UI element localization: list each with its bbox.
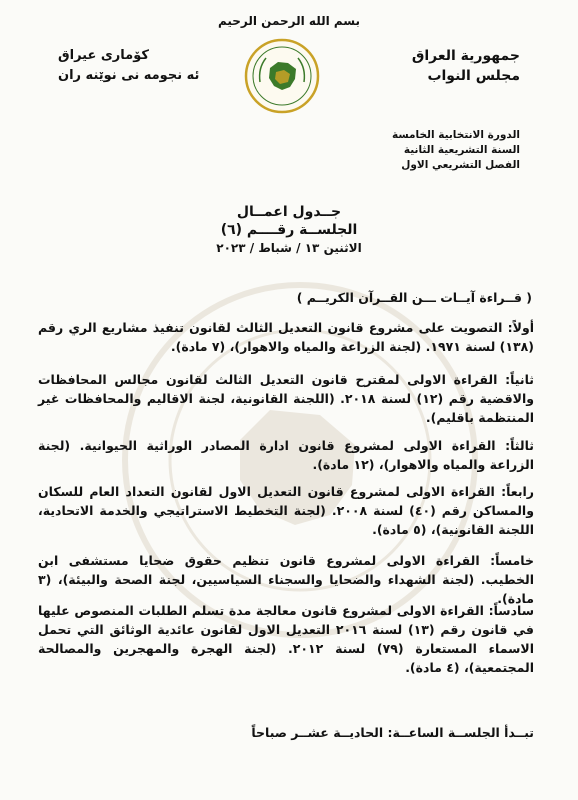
legislative-year: السنة التشريعية الثانية [403, 144, 520, 156]
agenda-item-6: سادساً: القراءة الاولى لمشروع قانون معالجة مدة تسلم الطلبات المنصوص عليها في قانون رقم (١٣) لسنة ٢٠١٦ التعديل الاول لقانون عائدية الوثائق التي تحمل الاسماء المستعارة (٧٩) لسنة ٢٠١٢. (لجنة الهجرة والمهجرين والمصالحة المجتمعية)، (٤ مادة). [38, 603, 534, 675]
agenda-item-3: ثالثاً: القراءة الاولى لمشروع قانون ادارة المصادر الوراثية الحيوانية. (لجنة الزراعة والمياه والاهوار)، (١٢ مادة). [38, 438, 534, 472]
kurdish-letterhead [58, 46, 208, 86]
agenda-item-4: رابعاً: القراءة الاولى لمشروع قانون التعديل الاول لقانون التعداد العام للسكان والمساكن رقم (٤٠) لسنة ٢٠٠٨. (لجنة التخطيط الاستراتيجي والخدمة الاتحادية، اللجنة القانونية)، (٥ مادة). [38, 484, 534, 537]
session-number: الجلســة رقــــم (٦) [220, 222, 358, 238]
parliament-logo [244, 38, 320, 114]
session-meta [380, 128, 520, 173]
basmala: بسم الله الرحمن الرحيم [217, 14, 361, 28]
kurdish-council-name: ئه نجومه نی نوێنه ران [58, 68, 200, 83]
session-date: الاثنين ١٣ / شباط / ٢٠٢٣ [216, 241, 362, 255]
electoral-term: الدورة الانتخابية الخامسة [391, 129, 520, 141]
kurdish-republic-name: كۆماری عیراق [58, 48, 149, 63]
arabic-letterhead [370, 46, 520, 86]
agenda-item-1: أولاً: التصويت على مشروع قانون التعديل الثالث لقانون تنفيذ مشاريع الري رقم (١٣٨) لسنة ١٩٧١. (لجنة الزراعة والمياه والاهوار)، (٧ مادة). [38, 320, 534, 354]
agenda-item-2: ثانياً: القراءة الاولى لمقترح قانون التعديل الثالث لقانون مجالس المحافظات والاقضية رقم (١٢) لسنة ٢٠١٨. (اللجنة القانونية، لجنة الاقاليم والمحافظات غير المنتظمة باقليم). [38, 372, 534, 425]
council-name: مجلس النواب [427, 68, 520, 84]
republic-name: جمهورية العراق [411, 48, 520, 64]
legislative-chapter: الفصل التشريعي الاول [401, 159, 520, 171]
session-start-time: تبــدأ الجلســة الساعــة: الحاديــة عشــر صباحاً [251, 725, 534, 740]
agenda-heading: جــدول اعمــال [236, 204, 342, 220]
agenda-title [0, 203, 578, 257]
agenda-item-5: خامساً: القراءة الاولى لمشروع قانون تنظيم حقوق ضحايا مستشفى ابن الخطيب. (لجنة الشهداء والضحايا والسجناء السياسيين، لجنة الصحة والبيئة)، (٣ مادة). [38, 553, 534, 606]
quran-recitation: ( قــراءة آيــات ـــن القــرآن الكريــم ) [296, 290, 532, 305]
